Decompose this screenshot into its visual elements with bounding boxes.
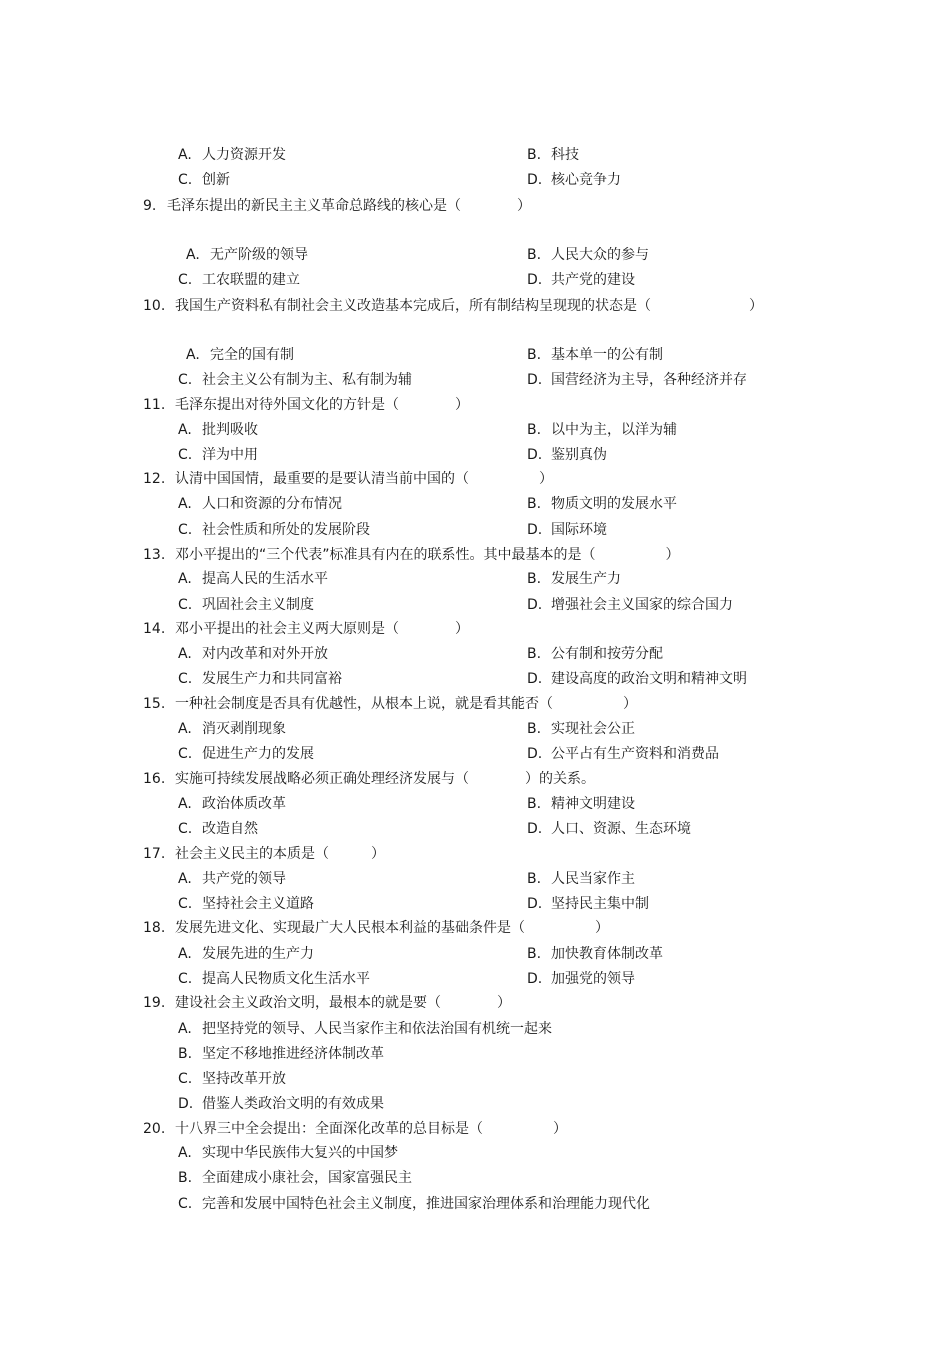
q19-option-c: C. 坚持改革开放 bbox=[178, 1071, 286, 1087]
q20-option-b: B. 全面建成小康社会，国家富强民主 bbox=[178, 1170, 412, 1186]
q19-option-d: D. 借鉴人类政治文明的有效成果 bbox=[178, 1096, 384, 1112]
q18-option-b: B. 加快教育体制改革 bbox=[527, 946, 663, 962]
q12-option-c: C. 社会性质和所处的发展阶段 bbox=[178, 522, 370, 538]
question-10: 10. 我国生产资料私有制社会主义改造基本完成后，所有制结构呈现现的状态是（ ） bbox=[143, 298, 763, 314]
question-9: 9. 毛泽东提出的新民主主义革命总路线的核心是（ ） bbox=[143, 198, 531, 214]
q8-option-b: B. 科技 bbox=[527, 147, 579, 163]
q10-option-c: C. 社会主义公有制为主、私有制为辅 bbox=[178, 372, 412, 388]
q9-option-a: A. 无产阶级的领导 bbox=[186, 247, 308, 263]
q19-option-b: B. 坚定不移地推进经济体制改革 bbox=[178, 1046, 384, 1062]
question-19: 19. 建设社会主义政治文明，最根本的就是要（ ） bbox=[143, 995, 511, 1011]
question-20: 20. 十八界三中全会提出：全面深化改革的总目标是（ ） bbox=[143, 1121, 567, 1137]
q11-option-c: C. 洋为中用 bbox=[178, 447, 258, 463]
q16-option-a: A. 政治体质改革 bbox=[178, 796, 286, 812]
q8-option-d: D. 核心竞争力 bbox=[527, 172, 621, 188]
q14-option-c: C. 发展生产力和共同富裕 bbox=[178, 671, 342, 687]
question-17: 17. 社会主义民主的本质是（ ） bbox=[143, 846, 385, 862]
q10-option-b: B. 基本单一的公有制 bbox=[527, 347, 663, 363]
q12-option-d: D. 国际环境 bbox=[527, 522, 607, 538]
q13-option-b: B. 发展生产力 bbox=[527, 571, 621, 587]
q19-option-a: A. 把坚持党的领导、人民当家作主和依法治国有机统一起来 bbox=[178, 1021, 552, 1037]
question-13: 13. 邓小平提出的“三个代表”标准具有内在的联系性。其中最基本的是（ ） bbox=[143, 547, 680, 563]
q12-option-a: A. 人口和资源的分布情况 bbox=[178, 496, 342, 512]
question-11: 11. 毛泽东提出对待外国文化的方针是（ ） bbox=[143, 397, 469, 413]
q9-option-d: D. 共产党的建设 bbox=[527, 272, 635, 288]
question-16: 16. 实施可持续发展战略必须正确处理经济发展与（ ）的关系。 bbox=[143, 771, 595, 787]
question-14: 14. 邓小平提出的社会主义两大原则是（ ） bbox=[143, 621, 469, 637]
q16-option-c: C. 改造自然 bbox=[178, 821, 258, 837]
q18-option-c: C. 提高人民物质文化生活水平 bbox=[178, 971, 370, 987]
q16-option-b: B. 精神文明建设 bbox=[527, 796, 635, 812]
q10-option-d: D. 国营经济为主导，各种经济并存 bbox=[527, 372, 747, 388]
q12-option-b: B. 物质文明的发展水平 bbox=[527, 496, 677, 512]
q18-option-d: D. 加强党的领导 bbox=[527, 971, 635, 987]
q9-option-b: B. 人民大众的参与 bbox=[527, 247, 649, 263]
q13-option-d: D. 增强社会主义国家的综合国力 bbox=[527, 597, 733, 613]
q14-option-a: A. 对内改革和对外开放 bbox=[178, 646, 328, 662]
q17-option-a: A. 共产党的领导 bbox=[178, 871, 286, 887]
q14-option-b: B. 公有制和按劳分配 bbox=[527, 646, 663, 662]
q13-option-a: A. 提高人民的生活水平 bbox=[178, 571, 328, 587]
q14-option-d: D. 建设高度的政治文明和精神文明 bbox=[527, 671, 747, 687]
q8-option-c: C. 创新 bbox=[178, 172, 230, 188]
q15-option-d: D. 公平占有生产资料和消费品 bbox=[527, 746, 719, 762]
q18-option-a: A. 发展先进的生产力 bbox=[178, 946, 314, 962]
q20-option-a: A. 实现中华民族伟大复兴的中国梦 bbox=[178, 1145, 398, 1161]
q17-option-c: C. 坚持社会主义道路 bbox=[178, 896, 314, 912]
q9-option-c: C. 工农联盟的建立 bbox=[178, 272, 300, 288]
q15-option-b: B. 实现社会公正 bbox=[527, 721, 635, 737]
question-15: 15. 一种社会制度是否具有优越性，从根本上说，就是看其能否（ ） bbox=[143, 696, 637, 712]
q13-option-c: C. 巩固社会主义制度 bbox=[178, 597, 314, 613]
q15-option-a: A. 消灭剥削现象 bbox=[178, 721, 286, 737]
q17-option-d: D. 坚持民主集中制 bbox=[527, 896, 649, 912]
question-18: 18. 发展先进文化、实现最广大人民根本利益的基础条件是（ ） bbox=[143, 920, 609, 936]
question-12: 12. 认清中国国情，最重要的是要认清当前中国的（ ） bbox=[143, 471, 553, 487]
q17-option-b: B. 人民当家作主 bbox=[527, 871, 635, 887]
q20-option-c: C. 完善和发展中国特色社会主义制度，推进国家治理体系和治理能力现代化 bbox=[178, 1196, 650, 1212]
q8-option-a: A. 人力资源开发 bbox=[178, 147, 286, 163]
q10-option-a: A. 完全的国有制 bbox=[186, 347, 294, 363]
q16-option-d: D. 人口、资源、生态环境 bbox=[527, 821, 691, 837]
q11-option-d: D. 鉴别真伪 bbox=[527, 447, 607, 463]
q11-option-a: A. 批判吸收 bbox=[178, 422, 258, 438]
q15-option-c: C. 促进生产力的发展 bbox=[178, 746, 314, 762]
q11-option-b: B. 以中为主，以洋为辅 bbox=[527, 422, 677, 438]
